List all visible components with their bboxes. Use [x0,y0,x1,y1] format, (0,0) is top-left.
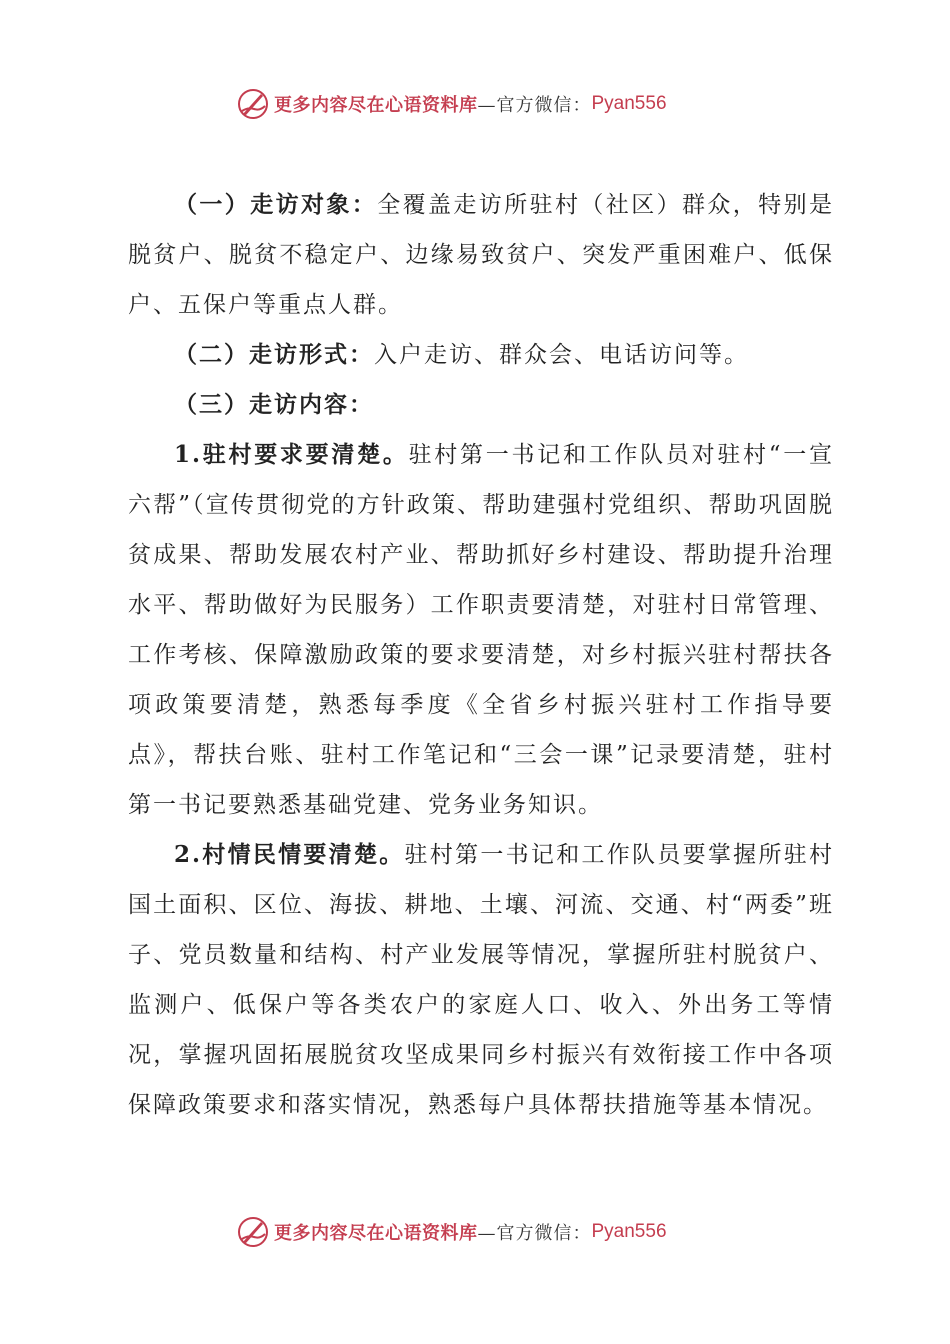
quill-seal-icon [236,1215,270,1249]
watermark-wechat-id: Pyan556 [591,93,667,114]
watermark-separator: —官方微信： [477,1223,592,1244]
section-heading: （一）走访对象： [174,191,378,218]
section-heading: 1.驻村要求要清楚。 [174,441,409,468]
section-heading: （三）走访内容： [174,391,374,418]
watermark-text: 更多内容尽在心语资料库 [274,1223,478,1244]
paragraph-text: 入户走访、群众会、电话访问等。 [374,342,749,368]
paragraph-text: 驻村第一书记和工作队员对驻村“一宣六帮”（宣传贯彻党的方针政策、帮助建强村党组织、帮助巩固脱贫成果、帮助发展农村产业、帮助抓好乡村建设、帮助提升治理水平、帮助做好为民服务）工作职责要清楚，对驻村日常管理、工作考核、保障激励政策的要求要清楚，对乡村振兴驻村帮扶各项政策要清楚，熟悉每季度《全省乡村振兴驻村工作指导要点》，帮扶台账、驻村工作笔记和“三会一课”记录要清楚，驻村第一书记要熟悉基础党建、党务业务知识。 [128,442,834,818]
footer-watermark [236,1214,667,1250]
paragraph-visit-content [128,380,834,430]
watermark-wechat-id: Pyan556 [591,1221,667,1242]
watermark-text: 更多内容尽在心语资料库 [274,95,478,116]
paragraph-visit-forms [128,330,834,380]
watermark-separator: —官方微信： [477,95,592,116]
quill-seal-icon [236,87,270,121]
paragraph-text: 驻村第一书记和工作队员要掌握所驻村国土面积、区位、海拔、耕地、土壤、河流、交通、村“两委”班子、党员数量和结构、村产业发展等情况，掌握所驻村脱贫户、监测户、低保户等各类农户的家庭人口、收入、外出务工等情况，掌握巩固拓展脱贫攻坚成果同乡村振兴有效衔接工作中各项保障政策要求和落实情况，熟悉每户具体帮扶措施等基本情况。 [128,842,835,1118]
paragraph-requirements [128,430,834,830]
document-body [128,180,834,1130]
section-heading: （二）走访形式： [174,341,374,368]
paragraph-visit-targets [128,180,834,330]
paragraph-village-situation [128,830,834,1130]
paragraph-text: 全覆盖走访所驻村（社区）群众，特别是脱贫户、脱贫不稳定户、边缘易致贫户、突发严重困难户、低保户、五保户等重点人群。 [128,192,835,318]
section-heading: 2.村情民情要清楚。 [174,841,405,868]
header-watermark [236,86,667,122]
